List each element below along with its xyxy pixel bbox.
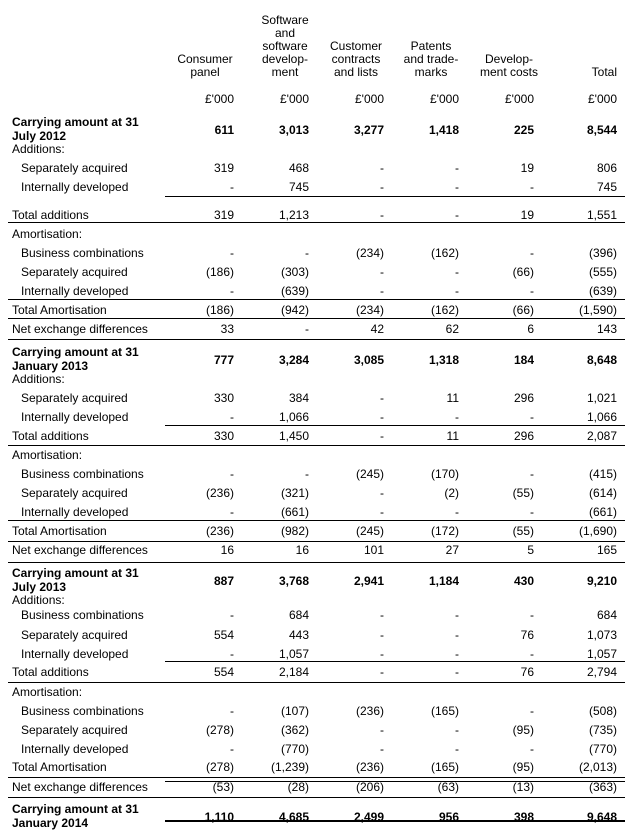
value-cell: 6	[527, 322, 534, 336]
row-label: Internally developed	[21, 180, 129, 194]
value-cell: (639)	[588, 284, 617, 298]
section-rule	[8, 339, 625, 340]
value-cell: -	[455, 647, 459, 661]
value-cell: (206)	[355, 780, 384, 794]
value-cell: 1,213	[278, 208, 309, 222]
value-cell: -	[380, 410, 384, 424]
value-cell: 3,768	[278, 574, 309, 588]
value-cell: (28)	[287, 780, 309, 794]
row-label: Internally developed	[21, 647, 129, 661]
value-cell: -	[530, 246, 534, 260]
value-cell: (735)	[588, 723, 617, 737]
value-cell: (162)	[430, 246, 459, 260]
row-label: Amortisation:	[12, 448, 83, 462]
value-cell: 1,073	[586, 628, 617, 642]
value-cell: -	[455, 628, 459, 642]
value-cell: (942)	[280, 303, 309, 317]
value-cell: -	[380, 505, 384, 519]
value-cell: -	[230, 742, 234, 756]
value-cell: (770)	[280, 742, 309, 756]
row-label: Business combinations	[21, 246, 144, 260]
row-label: Total Amortisation	[12, 760, 107, 774]
column-header-consumer: Consumer panel	[177, 52, 233, 79]
subtotal-rule	[165, 661, 625, 662]
section-rule	[8, 299, 625, 300]
value-cell: 887	[213, 574, 234, 588]
value-cell: 554	[213, 628, 234, 642]
value-cell: 2,499	[353, 810, 384, 824]
value-cell: -	[230, 246, 234, 260]
column-header-software: Software and software develop-ment	[261, 13, 309, 79]
value-cell: 3,013	[278, 123, 309, 137]
value-cell: 2,941	[353, 574, 384, 588]
column-header-patents: Patents and trade-marks	[403, 39, 459, 79]
value-cell: -	[530, 608, 534, 622]
row-label: Internally developed	[21, 284, 129, 298]
value-cell: 8,544	[586, 123, 617, 137]
value-cell: -	[380, 429, 384, 443]
row-label: Total additions	[12, 429, 89, 443]
value-cell: 2,794	[586, 665, 617, 679]
value-cell: -	[230, 704, 234, 718]
value-cell: (234)	[355, 303, 384, 317]
value-cell: 4,685	[278, 810, 309, 824]
section-rule	[8, 682, 625, 683]
value-cell: 443	[288, 628, 309, 642]
value-cell: 1,057	[278, 647, 309, 661]
value-cell: (55)	[512, 524, 534, 538]
value-cell: 165	[596, 543, 617, 557]
section-rule	[8, 562, 625, 563]
row-label: Separately acquired	[21, 161, 128, 175]
row-label: Amortisation:	[12, 685, 83, 699]
value-cell: 1,066	[278, 410, 309, 424]
value-cell: (66)	[512, 265, 534, 279]
value-cell: -	[530, 742, 534, 756]
value-cell: (1,239)	[270, 760, 309, 774]
section-rule	[8, 797, 625, 798]
value-cell: 19	[520, 208, 534, 222]
row-label: Business combinations	[21, 704, 144, 718]
value-cell: -	[230, 284, 234, 298]
value-cell: (107)	[280, 704, 309, 718]
value-cell: (415)	[588, 467, 617, 481]
row-label: Net exchange differences	[12, 780, 148, 794]
value-cell: 1,057	[586, 647, 617, 661]
value-cell: -	[455, 180, 459, 194]
value-cell: 76	[520, 665, 534, 679]
row-label: Carrying amount at 31 July 2013	[12, 566, 139, 594]
row-label: Business combinations	[21, 467, 144, 481]
column-header-total: Total	[591, 65, 617, 79]
value-cell: 319	[213, 161, 234, 175]
value-cell: -	[380, 608, 384, 622]
value-cell: 225	[513, 123, 534, 137]
value-cell: -	[455, 505, 459, 519]
value-cell: (236)	[355, 760, 384, 774]
value-cell: -	[230, 505, 234, 519]
row-label: Business combinations	[21, 608, 144, 622]
value-cell: (53)	[212, 780, 234, 794]
section-rule	[8, 318, 625, 319]
value-cell: 11	[446, 429, 459, 443]
value-cell: -	[380, 161, 384, 175]
value-cell: (245)	[355, 524, 384, 538]
value-cell: -	[380, 265, 384, 279]
value-cell: -	[380, 742, 384, 756]
value-cell: -	[380, 665, 384, 679]
value-cell: 398	[513, 810, 534, 824]
value-cell: 143	[596, 322, 617, 336]
value-cell: (614)	[588, 486, 617, 500]
section-rule	[8, 541, 625, 542]
row-label: Separately acquired	[21, 265, 128, 279]
value-cell: (278)	[205, 723, 234, 737]
value-cell: 9,210	[586, 574, 617, 588]
value-cell: (508)	[588, 704, 617, 718]
value-cell: 27	[445, 543, 459, 557]
value-cell: (1,590)	[578, 303, 617, 317]
value-cell: 76	[520, 628, 534, 642]
value-cell: 384	[288, 391, 309, 405]
row-label: Separately acquired	[21, 391, 128, 405]
value-cell: 1,184	[428, 574, 459, 588]
value-cell: 296	[513, 391, 534, 405]
value-cell: -	[380, 723, 384, 737]
section-rule	[8, 777, 625, 778]
value-cell: 3,284	[278, 353, 309, 367]
value-cell: 330	[213, 429, 234, 443]
value-cell: 806	[596, 161, 617, 175]
row-label: Total additions	[12, 208, 89, 222]
value-cell: (55)	[512, 486, 534, 500]
value-cell: 745	[596, 180, 617, 194]
value-cell: 184	[513, 353, 534, 367]
value-cell: -	[380, 391, 384, 405]
row-label: Carrying amount at 31 July 2012	[12, 115, 139, 143]
value-cell: (363)	[588, 780, 617, 794]
value-cell: (236)	[355, 704, 384, 718]
value-cell: 777	[213, 353, 234, 367]
value-cell: 430	[513, 574, 534, 588]
row-label: Net exchange differences	[12, 543, 148, 557]
value-cell: 3,277	[353, 123, 384, 137]
value-cell: (186)	[205, 303, 234, 317]
value-cell: 554	[213, 665, 234, 679]
value-cell: -	[305, 246, 309, 260]
column-header-development: Develop-ment costs	[479, 52, 539, 79]
value-cell: (770)	[588, 742, 617, 756]
row-label: Additions:	[12, 593, 65, 607]
row-label: Total Amortisation	[12, 303, 107, 317]
value-cell: -	[455, 265, 459, 279]
row-label: Separately acquired	[21, 628, 128, 642]
value-cell: -	[230, 410, 234, 424]
value-cell: (66)	[512, 303, 534, 317]
subtotal-rule	[165, 196, 625, 197]
subtotal-rule	[165, 425, 625, 426]
value-cell: (165)	[430, 760, 459, 774]
value-cell: -	[380, 486, 384, 500]
row-label: Separately acquired	[21, 723, 128, 737]
row-label: Amortisation:	[12, 227, 83, 241]
value-cell: -	[230, 180, 234, 194]
value-cell: -	[230, 608, 234, 622]
value-cell: -	[455, 208, 459, 222]
value-cell: 16	[295, 543, 309, 557]
value-cell: -	[455, 161, 459, 175]
value-cell: (1,690)	[578, 524, 617, 538]
value-cell: 16	[220, 543, 234, 557]
value-cell: -	[530, 180, 534, 194]
value-cell: (303)	[280, 265, 309, 279]
value-cell: 42	[370, 322, 384, 336]
value-cell: -	[230, 467, 234, 481]
value-cell: 101	[363, 543, 384, 557]
value-cell: -	[455, 742, 459, 756]
value-cell: (63)	[437, 780, 459, 794]
value-cell: -	[380, 628, 384, 642]
value-cell: (661)	[588, 505, 617, 519]
value-cell: 33	[220, 322, 234, 336]
value-cell: -	[380, 284, 384, 298]
value-cell: 62	[445, 322, 459, 336]
unit-label: £'000	[588, 92, 617, 106]
value-cell: 956	[438, 810, 459, 824]
value-cell: -	[530, 284, 534, 298]
value-cell: 1,450	[278, 429, 309, 443]
value-cell: 1,110	[204, 810, 234, 824]
value-cell: 1,066	[586, 410, 617, 424]
value-cell: (13)	[512, 780, 534, 794]
value-cell: 2,087	[586, 429, 617, 443]
value-cell: (162)	[430, 303, 459, 317]
row-label: Carrying amount at 31 January 2013	[12, 345, 139, 373]
value-cell: (982)	[280, 524, 309, 538]
value-cell: (555)	[588, 265, 617, 279]
row-label: Net exchange differences	[12, 322, 148, 336]
value-cell: 684	[596, 608, 617, 622]
value-cell: -	[455, 608, 459, 622]
value-cell: -	[380, 647, 384, 661]
value-cell: 1,418	[428, 123, 459, 137]
value-cell: (234)	[355, 246, 384, 260]
value-cell: (245)	[355, 467, 384, 481]
section-rule	[8, 520, 625, 521]
value-cell: -	[305, 322, 309, 336]
value-cell: -	[455, 665, 459, 679]
value-cell: (170)	[430, 467, 459, 481]
unit-label: £'000	[280, 92, 309, 106]
unit-label: £'000	[355, 92, 384, 106]
unit-label: £'000	[505, 92, 534, 106]
value-cell: (2)	[444, 486, 459, 500]
value-cell: -	[455, 723, 459, 737]
value-cell: 2,184	[278, 665, 309, 679]
row-label: Internally developed	[21, 505, 129, 519]
value-cell: (639)	[280, 284, 309, 298]
value-cell: (321)	[280, 486, 309, 500]
value-cell: (172)	[430, 524, 459, 538]
unit-label: £'000	[205, 92, 234, 106]
value-cell: (2,013)	[578, 760, 617, 774]
row-label: Internally developed	[21, 410, 129, 424]
value-cell: 319	[213, 208, 234, 222]
value-cell: -	[530, 647, 534, 661]
value-cell: -	[305, 467, 309, 481]
value-cell: (661)	[280, 505, 309, 519]
value-cell: (236)	[205, 524, 234, 538]
value-cell: 1,021	[586, 391, 617, 405]
value-cell: 8,648	[586, 353, 617, 367]
column-header-contracts: Customer contracts and lists	[329, 39, 382, 79]
subtotal-rule	[165, 781, 625, 782]
value-cell: (362)	[280, 723, 309, 737]
value-cell: -	[530, 704, 534, 718]
value-cell: 745	[288, 180, 309, 194]
value-cell: -	[230, 647, 234, 661]
value-cell: -	[530, 410, 534, 424]
value-cell: -	[380, 208, 384, 222]
row-label: Internally developed	[21, 742, 129, 756]
value-cell: 11	[446, 391, 459, 405]
value-cell: 684	[288, 608, 309, 622]
section-rule	[8, 222, 625, 223]
total-rule	[165, 820, 625, 822]
section-rule	[8, 445, 625, 446]
value-cell: 3,085	[353, 353, 384, 367]
row-label: Total Amortisation	[12, 524, 107, 538]
value-cell: -	[455, 284, 459, 298]
value-cell: (165)	[430, 704, 459, 718]
row-label: Total additions	[12, 665, 89, 679]
value-cell: (186)	[205, 265, 234, 279]
value-cell: 1,551	[586, 208, 617, 222]
value-cell: 5	[527, 543, 534, 557]
value-cell: 1,318	[428, 353, 459, 367]
value-cell: (236)	[205, 486, 234, 500]
value-cell: 19	[520, 161, 534, 175]
row-label: Additions:	[12, 372, 65, 386]
value-cell: (278)	[205, 760, 234, 774]
value-cell: 330	[213, 391, 234, 405]
row-label: Separately acquired	[21, 486, 128, 500]
value-cell: -	[380, 180, 384, 194]
value-cell: -	[455, 410, 459, 424]
value-cell: (95)	[512, 723, 534, 737]
value-cell: 9,648	[586, 810, 617, 824]
value-cell: (396)	[588, 246, 617, 260]
value-cell: 611	[214, 123, 234, 137]
value-cell: 296	[513, 429, 534, 443]
value-cell: 468	[288, 161, 309, 175]
value-cell: -	[530, 505, 534, 519]
row-label: Additions:	[12, 142, 65, 156]
value-cell: -	[530, 467, 534, 481]
unit-label: £'000	[430, 92, 459, 106]
value-cell: (95)	[512, 760, 534, 774]
row-label: Carrying amount at 31 January 2014	[12, 802, 139, 830]
